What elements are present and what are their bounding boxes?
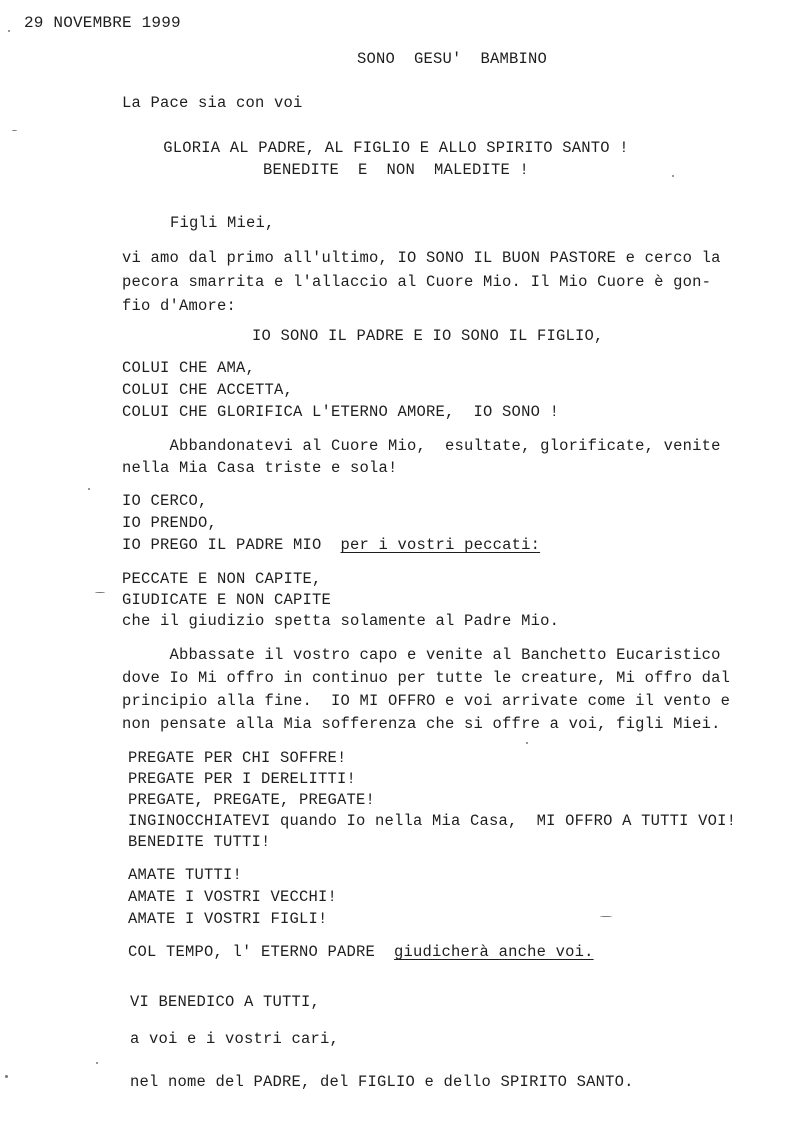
io-line-3	[122, 536, 540, 555]
paragraph-3-line: non pensate alla Mia sofferenza che si offre a voi, figli Miei.	[122, 715, 721, 733]
paragraph-3-line: principio alla fine. IO MI OFFRO e voi arrivate come il vento e	[122, 692, 731, 710]
amate-line: AMATE TUTTI!	[128, 866, 243, 884]
salutation: Figli Miei,	[170, 214, 275, 232]
paragraph-1-line: fio d'Amore:	[122, 297, 237, 315]
pregate-line: PREGATE PER CHI SOFFRE!	[128, 749, 347, 767]
peccate-line: PECCATE E NON CAPITE,	[122, 570, 322, 588]
scan-speck	[88, 488, 90, 490]
scan-speck	[8, 30, 10, 32]
scan-speck	[95, 592, 105, 593]
paragraph-1-line: pecora smarrita e l'allaccio al Cuore Mio. Il Mio Cuore è gon-	[122, 273, 712, 291]
pregate-line: PREGATE PER I DERELITTI!	[128, 770, 357, 788]
closing-line: VI BENEDICO A TUTTI,	[130, 993, 321, 1011]
doxology-line-1: GLORIA AL PADRE, AL FIGLIO E ALLO SPIRITO SANTO !	[163, 139, 629, 157]
io-line: IO CERCO,	[122, 492, 208, 510]
pregate-line: INGINOCCHIATEVI quando Io nella Mia Casa, MI OFFRO A TUTTI VOI!	[128, 812, 737, 830]
amate-line: AMATE I VOSTRI FIGLI!	[128, 910, 328, 928]
peccate-line: GIUDICATE E NON CAPITE	[122, 591, 332, 609]
io-line: IO PRENDO,	[122, 514, 218, 532]
pregate-line: PREGATE, PREGATE, PREGATE!	[128, 791, 376, 809]
closing-line: a voi e i vostri cari,	[130, 1030, 340, 1048]
header-title: SONO GESU' BAMBINO	[357, 50, 548, 68]
scan-speck	[526, 742, 528, 744]
underlined-phrase: giudicherà anche voi.	[394, 943, 594, 961]
closing-line: nel nome del PADRE, del FIGLIO e dello SPIRITO SANTO.	[130, 1073, 634, 1091]
io-line-3-text: IO PREGO IL PADRE MIO	[122, 536, 341, 554]
col-tempo-line	[128, 943, 594, 962]
underlined-phrase: per i vostri peccati:	[340, 536, 541, 554]
pregate-line: BENEDITE TUTTI!	[128, 833, 271, 851]
colui-line: COLUI CHE GLORIFICA L'ETERNO AMORE, IO SONO !	[122, 403, 560, 421]
paragraph-2-line: nella Mia Casa triste e sola!	[122, 459, 398, 477]
doxology-line-2: BENEDITE E NON MALEDITE !	[262, 161, 530, 179]
scan-speck	[600, 916, 612, 917]
date: 29 NOVEMBRE 1999	[24, 14, 181, 32]
paragraph-1-line: vi amo dal primo all'ultimo, IO SONO IL BUON PASTORE e cerco la	[122, 249, 721, 267]
paragraph-3-line: Abbassate il vostro capo e venite al Banchetto Eucaristico	[122, 646, 721, 664]
amate-line: AMATE I VOSTRI VECCHI!	[128, 888, 338, 906]
peccate-line: che il giudizio spetta solamente al Padre Mio.	[122, 612, 560, 630]
scan-speck	[96, 1062, 98, 1064]
scan-speck	[5, 1075, 8, 1078]
scan-speck	[672, 175, 674, 177]
scan-speck	[12, 130, 17, 131]
greeting: La Pace sia con voi	[122, 94, 303, 112]
col-tempo-text: COL TEMPO, l' ETERNO PADRE	[128, 943, 395, 961]
paragraph-2-line: Abbandonatevi al Cuore Mio, esultate, glorificate, venite	[122, 437, 721, 455]
paragraph-3-line: dove Io Mi offro in continuo per tutte le creature, Mi offro dal	[122, 669, 731, 687]
colui-line: COLUI CHE ACCETTA,	[122, 381, 294, 399]
centered-declaration: IO SONO IL PADRE E IO SONO IL FIGLIO,	[252, 327, 604, 345]
colui-line: COLUI CHE AMA,	[122, 359, 256, 377]
